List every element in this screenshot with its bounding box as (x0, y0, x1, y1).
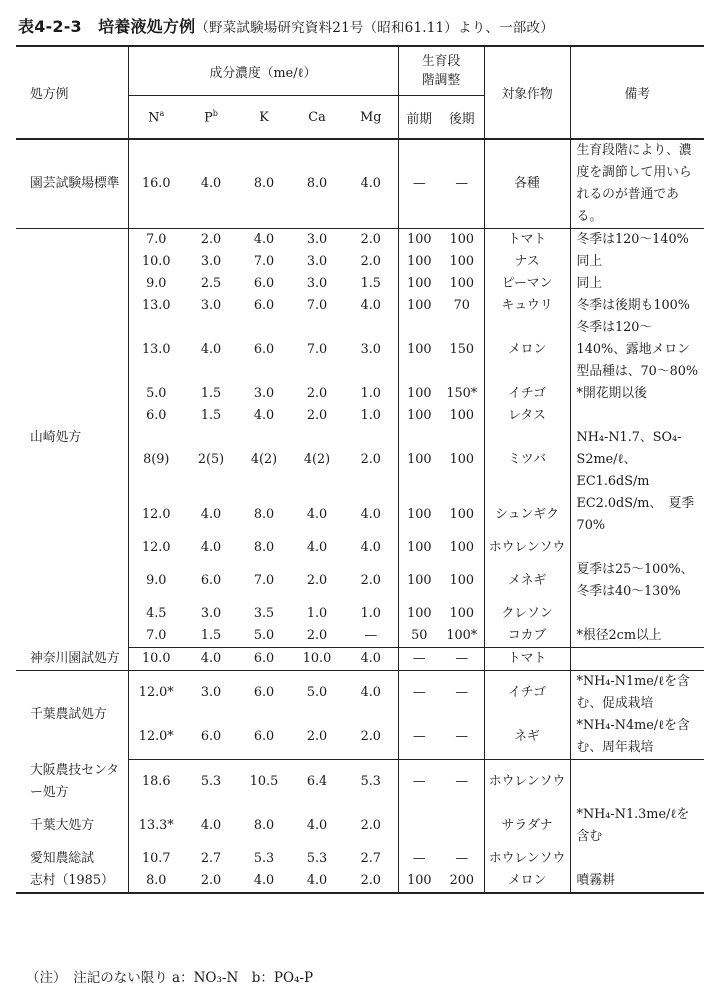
cell-note: 噴霧耕 (570, 870, 704, 893)
cell-crop: クレソン (484, 603, 570, 625)
cell-n: 7.0 (128, 229, 184, 252)
cell-early: 100 (398, 493, 440, 537)
header-mg: Mg (344, 96, 398, 140)
cell-late: — (455, 685, 469, 700)
cell-ca: 1.0 (306, 606, 328, 621)
cell-n: 8(9) (128, 427, 184, 493)
cell-early (398, 804, 440, 848)
cell-k: 6.0 (253, 276, 275, 291)
cell-crop: ピーマン (484, 273, 570, 295)
cell-k: 5.0 (238, 625, 290, 648)
cell-k: 6.0 (253, 685, 275, 700)
cell-early: 100 (398, 317, 440, 383)
cell-n: 8.0 (128, 870, 184, 893)
cell-ca: 2.0 (290, 715, 344, 760)
cell-ca: 4.0 (290, 870, 344, 893)
header-remarks: 備考 (570, 46, 704, 139)
cell-crop: ホウレンソウ (484, 537, 570, 559)
cell-late: 100 (449, 408, 475, 423)
prescription-name: 志村（1985） (16, 870, 128, 893)
cell-ca: 3.0 (306, 232, 328, 247)
cell-p: 4.0 (184, 648, 238, 671)
cell-mg: 2.0 (360, 817, 381, 833)
cell-mg: 2.7 (360, 850, 381, 866)
cell-note: EC2.0dS/m、 夏季70% (570, 493, 704, 537)
cell-n: 6.0 (128, 405, 184, 427)
cell-p: 3.0 (200, 254, 222, 269)
cell-early: 100 (398, 559, 440, 603)
cell-p: 3.0 (200, 298, 222, 313)
cell-crop: メロン (484, 870, 570, 893)
cell-mg: 4.0 (344, 648, 398, 671)
cell-mg: 2.0 (360, 573, 381, 588)
prescription-name: 山崎処方 (30, 430, 82, 446)
cell-mg: — (344, 625, 398, 648)
cell-k: 10.5 (249, 773, 279, 789)
table-row (16, 229, 704, 252)
cell-early: 100 (398, 295, 440, 317)
cell-early: 100 (398, 603, 440, 625)
cell-note: NH₄-N1.7、SO₄-S2me/ℓ、EC1.6dS/m (570, 427, 704, 493)
cell-p: 1.5 (200, 408, 222, 423)
cell-n: 12.0* (128, 671, 184, 716)
cell-mg: 5.3 (360, 773, 381, 789)
cell-n: 9.0 (128, 273, 184, 295)
header-crop: 対象作物 (484, 46, 570, 139)
cell-early: 100 (398, 405, 440, 427)
cell-late: 100 (449, 452, 475, 467)
cell-note: 夏季は25～100%、冬季は40～130% (570, 559, 704, 603)
cell-late: 100 (449, 254, 475, 269)
cell-early: 50 (398, 625, 440, 648)
cell-note: 冬季は120～140%、露地メロン型品種は、70～80% (570, 317, 704, 383)
table-row (16, 870, 704, 893)
cell-k: 4.0 (253, 408, 275, 423)
cell-k: 6.0 (253, 342, 275, 357)
cell-ca: 3.0 (306, 254, 328, 269)
cell-mg: 2.0 (344, 715, 398, 760)
cell-n: 10.0 (128, 648, 184, 671)
table-title-main: 表4-2-3 培養液処方例 (18, 17, 196, 36)
cell-k: 6.0 (238, 715, 290, 760)
cell-note: *根径2cm以上 (570, 625, 704, 648)
cell-crop: ネギ (484, 715, 570, 760)
cell-p: 2.0 (184, 870, 238, 893)
table-title-source: （野菜試験場研究資料21号（昭和61.11）より、一部改） (195, 20, 554, 36)
table-footnote: （注） 注記のない限り a：NO₃-N b：PO₄-P (26, 970, 314, 986)
cell-crop: ナス (484, 251, 570, 273)
header-n-sup: a (159, 108, 165, 118)
prescription-name: 大阪農技センター処方 (30, 762, 120, 800)
cell-k: 4.0 (253, 232, 275, 247)
prescription-name: 千葉大処方 (30, 817, 94, 833)
cell-note: 冬季は後期も100% (570, 295, 704, 317)
cell-early: — (398, 848, 440, 870)
cell-early: 100 (398, 537, 440, 559)
cell-note: 同上 (570, 273, 704, 295)
cell-n: 12.0* (128, 715, 184, 760)
cell-mg: 2.0 (360, 254, 381, 269)
cell-crop: シュンギク (484, 493, 570, 537)
header-p-label: P (204, 110, 213, 126)
cell-late: 100 (449, 606, 475, 621)
cell-ca: 2.0 (290, 625, 344, 648)
cell-note: *NH₄-N1me/ℓを含む、促成栽培 (570, 671, 704, 716)
cell-ca: 10.0 (290, 648, 344, 671)
header-early: 前期 (398, 96, 440, 140)
cell-mg: 4.0 (344, 139, 398, 229)
cell-early: 100 (398, 273, 440, 295)
cell-note (570, 760, 704, 804)
cell-note: 冬季は120～140% (570, 229, 704, 252)
cell-p: 3.0 (200, 685, 222, 700)
cell-early: 100 (398, 427, 440, 493)
cell-crop: トマト (484, 229, 570, 252)
cell-mg: 2.0 (360, 232, 381, 247)
cell-mg: 4.0 (360, 540, 381, 555)
cell-p: 2.7 (200, 850, 222, 866)
cell-early: — (398, 671, 440, 716)
cell-n: 12.0 (128, 493, 184, 537)
header-k: K (238, 96, 290, 140)
cell-crop: ミツバ (484, 427, 570, 493)
table-row (16, 804, 704, 848)
cell-p: 2.0 (200, 232, 222, 247)
nutrient-solution-table (16, 45, 704, 894)
table-row (16, 648, 704, 671)
header-ca: Ca (290, 96, 344, 140)
prescription-name: 千葉農試処方 (30, 707, 107, 723)
cell-crop: トマト (484, 648, 570, 671)
cell-mg: 1.0 (360, 408, 381, 423)
cell-mg: 4.0 (360, 507, 381, 522)
prescription-name: 園芸試験場標準 (16, 139, 128, 229)
cell-n: 13.0 (128, 295, 184, 317)
cell-p: 6.0 (200, 573, 222, 588)
cell-p: 5.3 (200, 773, 222, 789)
header-concentration: 成分濃度（me/ℓ） (128, 46, 398, 96)
cell-k: 3.0 (253, 386, 275, 401)
cell-n: 16.0 (128, 139, 184, 229)
cell-late: 100* (440, 625, 484, 648)
cell-crop: イチゴ (484, 671, 570, 716)
cell-late: — (440, 648, 484, 671)
table-row (16, 760, 704, 804)
cell-early: — (398, 760, 440, 804)
cell-k: 7.0 (253, 573, 275, 588)
cell-p: 4.0 (200, 507, 222, 522)
cell-ca: 4.0 (306, 507, 328, 522)
header-n (128, 96, 184, 140)
table-row (16, 671, 704, 716)
cell-crop: 各種 (484, 139, 570, 229)
cell-k: 8.0 (253, 540, 275, 555)
cell-early: — (398, 715, 440, 760)
cell-ca: 4(2) (303, 452, 331, 467)
cell-note: 生育段階により、濃度を調節して用いられるのが普通である。 (570, 139, 704, 229)
prescription-name: 愛知農総試 (30, 850, 94, 866)
cell-mg: 4.0 (360, 685, 381, 700)
table-row (16, 848, 704, 870)
cell-ca: 3.0 (306, 276, 328, 291)
cell-note: 同上 (570, 251, 704, 273)
cell-crop: キュウリ (484, 295, 570, 317)
cell-ca: 7.0 (306, 342, 328, 357)
cell-n: 18.6 (128, 760, 184, 804)
cell-crop: ホウレンソウ (484, 848, 570, 870)
cell-mg: 2.0 (344, 870, 398, 893)
cell-ca: 8.0 (290, 139, 344, 229)
cell-p: 4.0 (200, 342, 222, 357)
cell-k: 7.0 (253, 254, 275, 269)
cell-crop: サラダナ (484, 804, 570, 848)
cell-note: *NH₄-N1.3me/ℓを含む (570, 804, 704, 848)
cell-note (570, 537, 704, 559)
cell-crop: メロン (484, 317, 570, 383)
cell-p: 3.0 (200, 606, 222, 621)
cell-late: — (440, 715, 484, 760)
cell-late: 100 (449, 540, 475, 555)
cell-note (570, 405, 704, 427)
header-p (184, 96, 238, 140)
cell-late: 150* (446, 386, 478, 401)
cell-ca: 2.0 (306, 408, 328, 423)
cell-late: 200 (440, 870, 484, 893)
cell-late: 100 (449, 507, 475, 522)
cell-k: 8.0 (253, 817, 275, 833)
table-row (16, 139, 704, 229)
cell-late: 70 (453, 298, 470, 313)
cell-k: 6.0 (253, 298, 275, 313)
cell-note (570, 603, 704, 625)
cell-note: *NH₄-N4me/ℓを含む、周年栽培 (570, 715, 704, 760)
cell-ca: 7.0 (306, 298, 328, 313)
cell-late (440, 804, 484, 848)
cell-early: — (398, 648, 440, 671)
header-n-label: N (148, 110, 160, 126)
cell-k: 4(2) (250, 452, 278, 467)
cell-mg: 1.0 (360, 386, 381, 401)
cell-late: — (440, 139, 484, 229)
cell-crop: メネギ (484, 559, 570, 603)
table-title (18, 14, 554, 37)
cell-k: 8.0 (238, 139, 290, 229)
cell-ca: 2.0 (306, 386, 328, 401)
cell-mg: 1.5 (360, 276, 381, 291)
cell-note (570, 848, 704, 870)
cell-ca: 5.3 (306, 850, 328, 866)
prescription-name: 神奈川園試処方 (16, 648, 128, 671)
cell-p: 6.0 (184, 715, 238, 760)
cell-late: — (455, 850, 469, 866)
cell-ca: 6.4 (306, 773, 328, 789)
header-prescription: 処方例 (16, 46, 128, 139)
cell-crop: イチゴ (484, 383, 570, 405)
cell-note: *開花期以後 (570, 383, 704, 405)
header-stage-text: 生育段階調整 (421, 54, 461, 88)
cell-n: 13.0 (128, 317, 184, 383)
cell-ca: 5.0 (306, 685, 328, 700)
cell-late: 100 (449, 232, 475, 247)
cell-crop: コカブ (484, 625, 570, 648)
cell-early: 100 (398, 383, 440, 405)
cell-n: 12.0 (128, 537, 184, 559)
cell-k: 8.0 (253, 507, 275, 522)
cell-n: 13.3* (128, 804, 184, 848)
header-p-sup: b (212, 108, 218, 118)
cell-mg: 3.0 (360, 342, 381, 357)
cell-n: 4.5 (128, 603, 184, 625)
cell-crop: ホウレンソウ (484, 760, 570, 804)
cell-n: 7.0 (128, 625, 184, 648)
cell-ca: 4.0 (306, 817, 328, 833)
cell-early: — (398, 139, 440, 229)
cell-k: 4.0 (238, 870, 290, 893)
cell-ca: 4.0 (306, 540, 328, 555)
cell-n: 9.0 (128, 559, 184, 603)
cell-p: 1.5 (200, 386, 222, 401)
header-late: 後期 (440, 96, 484, 140)
cell-p: 2.5 (200, 276, 222, 291)
cell-p: 4.0 (200, 540, 222, 555)
cell-crop: レタス (484, 405, 570, 427)
cell-note (570, 648, 704, 671)
cell-mg: 4.0 (360, 298, 381, 313)
cell-ca: 2.0 (306, 573, 328, 588)
cell-n: 10.7 (128, 848, 184, 870)
cell-early: 100 (398, 870, 440, 893)
cell-late: 100 (449, 573, 475, 588)
cell-k: 6.0 (238, 648, 290, 671)
cell-early: 100 (398, 229, 440, 252)
cell-n: 10.0 (128, 251, 184, 273)
cell-p: 2(5) (197, 452, 225, 467)
cell-mg: 1.0 (360, 606, 381, 621)
cell-late: 150 (449, 342, 475, 357)
cell-k: 3.5 (253, 606, 275, 621)
cell-mg: 2.0 (360, 452, 381, 467)
cell-late: — (455, 773, 469, 789)
cell-early: 100 (398, 251, 440, 273)
cell-p: 4.0 (184, 139, 238, 229)
cell-n: 5.0 (128, 383, 184, 405)
cell-k: 5.3 (253, 850, 275, 866)
cell-late: 100 (449, 276, 475, 291)
header-stage (398, 46, 484, 96)
cell-p: 1.5 (184, 625, 238, 648)
table-body (16, 139, 704, 893)
cell-p: 4.0 (200, 817, 222, 833)
